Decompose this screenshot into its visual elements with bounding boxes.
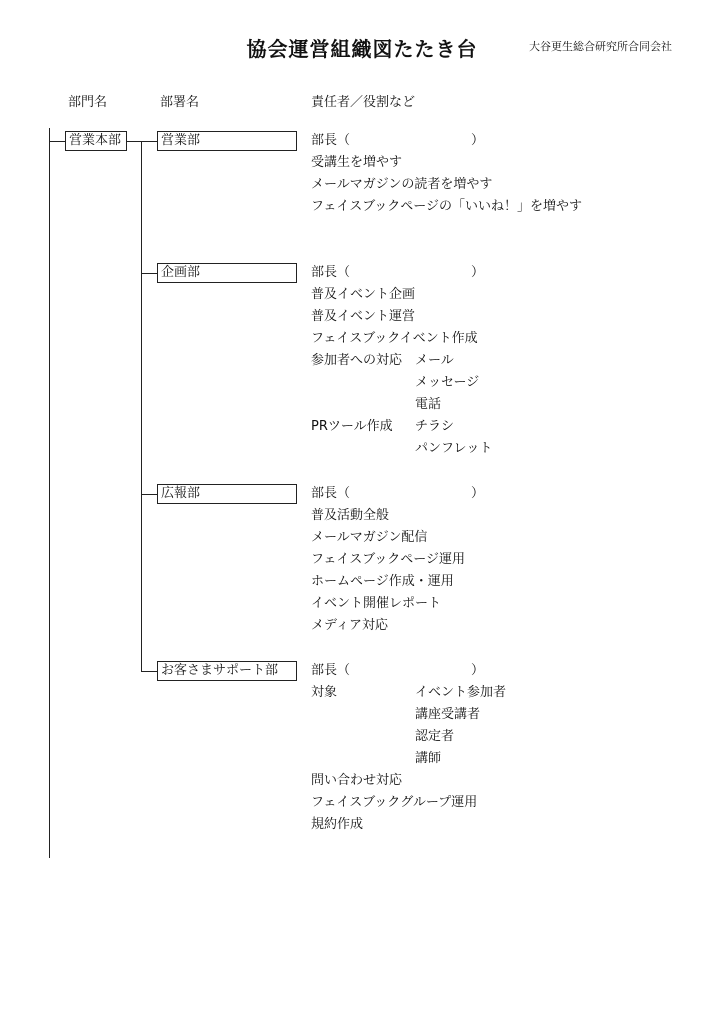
dept-vertical-line [141, 141, 142, 671]
dept-head-label: 部長（ [311, 486, 351, 501]
dept-head-close: ） [471, 486, 485, 501]
role-sub-item: 講師 [415, 751, 442, 766]
role-sub-item: 電話 [415, 397, 442, 412]
page-title: 協会運営組織図たたき台 [246, 37, 478, 61]
role-item: メールマガジン配信 [311, 530, 428, 545]
dept-head-label: 部長（ [311, 265, 351, 280]
role-item: ホームページ作成・運用 [311, 574, 454, 589]
role-sub-item: メール [415, 353, 454, 368]
branch-line-planning [141, 273, 157, 274]
role-item: 問い合わせ対応 [311, 773, 403, 788]
role-sub-item: チラシ [415, 419, 455, 434]
header-department: 部署名 [160, 95, 200, 110]
role-item: フェイスブックページ運用 [311, 552, 466, 567]
dept-head-close: ） [471, 265, 485, 280]
role-item: フェイスブックグループ運用 [311, 795, 478, 810]
dept-box-planning: 企画部 [157, 263, 297, 283]
role-item: フェイスブックページの「いいね！」を増やす [311, 199, 583, 214]
root-vertical-line [49, 128, 50, 858]
role-group-label: 参加者への対応 [311, 353, 403, 368]
role-item: 普及イベント企画 [311, 287, 416, 302]
organization-name: 大谷更生総合研究所合同会社 [529, 40, 672, 53]
role-sub-item: パンフレット [415, 441, 493, 456]
role-sub-item: メッセージ [415, 375, 480, 390]
role-sub-item: イベント参加者 [415, 685, 507, 700]
role-sub-item: 講座受講者 [415, 707, 481, 722]
dept-head-close: ） [471, 663, 485, 678]
dept-box-support: お客さまサポート部 [157, 661, 297, 681]
role-item: イベント開催レポート [311, 596, 442, 611]
role-item: メールマガジンの読者を増やす [311, 177, 493, 192]
role-group-label: PRツール作成 [311, 419, 393, 434]
dept-head-label: 部長（ [311, 663, 351, 678]
header-division: 部門名 [68, 95, 108, 110]
dept-head-close: ） [471, 133, 485, 148]
division-box-sales-hq: 営業本部 [65, 131, 127, 151]
role-item: 受講生を増やす [311, 155, 403, 170]
role-sub-item: 認定者 [415, 729, 455, 744]
branch-line-pr [141, 494, 157, 495]
role-group-label: 対象 [311, 685, 338, 700]
role-item: メディア対応 [311, 618, 388, 633]
role-item: 普及活動全般 [311, 508, 390, 523]
role-item: 規約作成 [311, 817, 364, 832]
dept-box-pr: 広報部 [157, 484, 297, 504]
role-item: フェイスブックイベント作成 [311, 331, 478, 346]
root-branch-line [49, 141, 65, 142]
role-item: 普及イベント運営 [311, 309, 416, 324]
dept-head-label: 部長（ [311, 133, 351, 148]
branch-line-support [141, 671, 157, 672]
dept-box-sales: 営業部 [157, 131, 297, 151]
division-to-dept-line [127, 141, 157, 142]
header-roles: 責任者／役割など [311, 95, 416, 110]
